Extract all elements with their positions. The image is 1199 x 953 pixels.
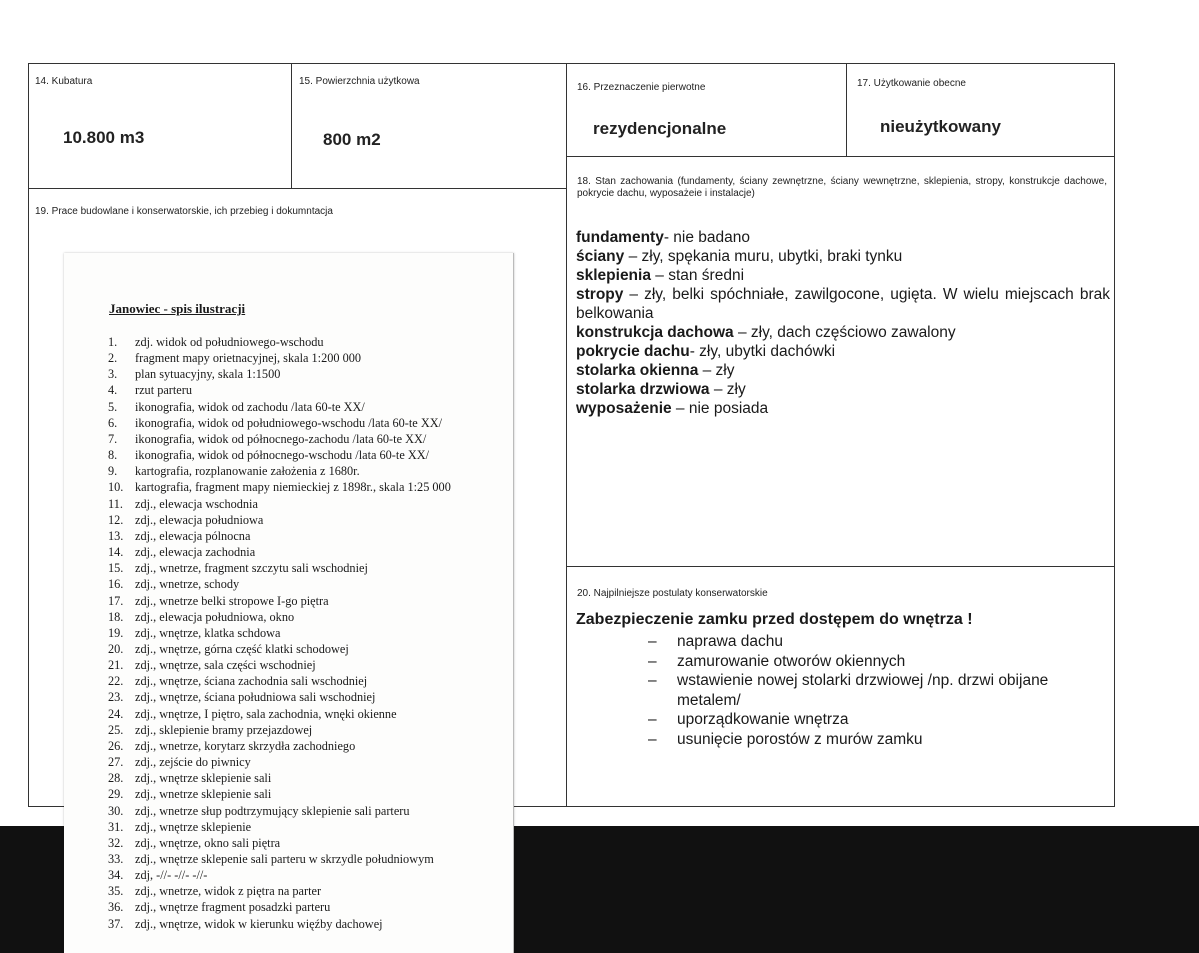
stan-text: – nie posiada bbox=[671, 400, 769, 417]
list-item-number: 37. bbox=[108, 916, 124, 931]
stan-term: stolarka drzwiowa bbox=[576, 381, 710, 398]
list-item-text: zdj., elewacja południowa bbox=[135, 512, 264, 527]
list-item-text: zdj., wnetrze belki stropowe I-go piętra bbox=[135, 593, 329, 608]
list-item-text: zdj., wnętrze, górna część klatki schodowej bbox=[135, 641, 349, 656]
list-item-text: ikonografia, widok od zachodu /lata 60-te XX/ bbox=[135, 399, 365, 414]
list-item-number: 4. bbox=[108, 383, 118, 398]
list-item-text: usunięcie porostów z murów zamku bbox=[677, 730, 923, 748]
stan-item bbox=[576, 361, 1110, 380]
list-item-number: 1. bbox=[108, 335, 118, 349]
list-item-text: rzut parteru bbox=[135, 383, 193, 398]
list-item-number: 32. bbox=[108, 835, 124, 850]
stan-text: – zły, dach częściowo zawalony bbox=[733, 324, 956, 341]
list-item-number: 36. bbox=[108, 900, 124, 915]
stan-text: - nie badano bbox=[663, 229, 751, 246]
stan-item bbox=[576, 323, 1110, 342]
list-item-number: 31. bbox=[108, 819, 124, 834]
list-item-number: 30. bbox=[108, 803, 124, 818]
list-item bbox=[108, 835, 508, 851]
list-item-number: 20. bbox=[108, 641, 124, 656]
list-item-text: uporządkowanie wnętrza bbox=[677, 711, 849, 728]
list-item bbox=[108, 738, 508, 754]
list-item bbox=[108, 689, 508, 705]
list-item-text: zdj, -//- -//- -//- bbox=[135, 868, 208, 883]
list-item-number: 18. bbox=[108, 609, 124, 624]
list-item bbox=[108, 431, 508, 447]
list-item-text: zdj., wnetrze, schody bbox=[135, 577, 240, 592]
list-item-number: 13. bbox=[108, 528, 124, 543]
stan-term: wyposażenie bbox=[576, 400, 672, 417]
stan-term: fundamenty bbox=[576, 229, 664, 246]
list-item-text: plan sytuacyjny, skala 1:1500 bbox=[135, 367, 281, 382]
list-item-number: 6. bbox=[108, 415, 118, 430]
list-item-text: zdj., wnętrze fragment posadzki parteru bbox=[135, 900, 331, 915]
przeznaczenie-value: rezydencjonalne bbox=[593, 119, 727, 138]
stan-term: pokrycie dachu bbox=[576, 343, 690, 360]
list-item-text: naprawa dachu bbox=[677, 633, 783, 650]
list-item-text: ikonografia, widok od południowego-wschodu /lata 60-te XX/ bbox=[135, 415, 443, 430]
list-item-number: 34. bbox=[108, 868, 124, 883]
list-item-number: 12. bbox=[108, 512, 124, 527]
list-item-text: ikonografia, widok od północnego-wschodu /lata 60-te XX/ bbox=[135, 448, 430, 463]
list-item-text: fragment mapy orietnacyjnej, skala 1:200 000 bbox=[135, 351, 362, 366]
stan-item bbox=[576, 380, 1110, 399]
list-item bbox=[108, 609, 508, 625]
list-item-number: 26. bbox=[108, 738, 124, 753]
list-item: – wstawienie nowej stolarki drzwiowej /np. drzwi obijane metalem/ bbox=[648, 672, 1049, 709]
list-item-text: zdj., wnętrze, ściana południowa sali wschodniej bbox=[135, 690, 376, 705]
list-item bbox=[108, 786, 508, 802]
list-item bbox=[108, 641, 508, 657]
list-item bbox=[108, 899, 508, 915]
list-item-text: zdj., sklepienie bramy przejazdowej bbox=[135, 722, 313, 737]
list-item bbox=[108, 722, 508, 738]
list-item-text: zamurowanie otworów okiennych bbox=[677, 652, 906, 670]
stan-item bbox=[576, 342, 1110, 361]
list-item bbox=[108, 528, 508, 544]
kubatura-box bbox=[28, 63, 292, 189]
list-item-text: wstawienie nowej stolarki drzwiowej /np. drzwi obijane metalem/ bbox=[677, 672, 1049, 709]
stan-text: – zły bbox=[698, 362, 735, 379]
uzytkowanie-box bbox=[846, 63, 1115, 157]
stan-item bbox=[576, 228, 1110, 247]
stan-item bbox=[576, 247, 1110, 266]
postulaty-label: 20. Najpilniejsze postulaty konserwatorskie bbox=[577, 588, 768, 599]
list-item-number: 15. bbox=[108, 561, 124, 576]
stan-text: – zły bbox=[709, 381, 746, 398]
list-item bbox=[108, 544, 508, 560]
list-item: – uporządkowanie wnętrza bbox=[648, 711, 849, 728]
stan-text: – zły, spękania muru, ubytki, braki tynku bbox=[624, 248, 903, 265]
list-item-number: 25. bbox=[108, 722, 124, 737]
kubatura-label: 14. Kubatura bbox=[35, 76, 93, 87]
list-item-number: 23. bbox=[108, 690, 124, 705]
list-item-number: 29. bbox=[108, 787, 124, 802]
list-item-text: zdj., wnętrze, okno sali piętra bbox=[135, 835, 281, 850]
list-item bbox=[108, 350, 508, 366]
list-item-number: 5. bbox=[108, 399, 118, 414]
list-item-text: zdj., wnętrze, ściana zachodnia sali wschodniej bbox=[135, 674, 368, 689]
list-item bbox=[108, 625, 508, 641]
stan-item bbox=[576, 266, 1110, 285]
stan-label: 18. Stan zachowania (fundamenty, ściany zewnętrzne, ściany wewnętrzne, sklepienia, stropy, konstrukcje dachowe, pokrycie dachu, wyposażeie i instalacje) bbox=[577, 176, 1107, 199]
list-item-text: zdj., wnętrze sklepienie bbox=[135, 819, 252, 834]
list-item bbox=[108, 819, 508, 835]
stan-term: ściany bbox=[576, 248, 625, 265]
list-item bbox=[108, 560, 508, 576]
list-item: – zamurowanie otworów okiennych bbox=[648, 652, 906, 670]
list-item-number: 19. bbox=[108, 625, 124, 640]
list-item bbox=[108, 512, 508, 528]
prace-label: 19. Prace budowlane i konserwatorskie, ich przebieg i dokumntacja bbox=[35, 206, 333, 217]
powierzchnia-box bbox=[291, 63, 567, 189]
list-item-text: zdj., elewacja zachodnia bbox=[135, 545, 256, 560]
list-item bbox=[108, 463, 508, 479]
list-item bbox=[108, 803, 508, 819]
list-item bbox=[108, 399, 508, 415]
list-item-number: 2. bbox=[108, 351, 118, 366]
list-item bbox=[108, 770, 508, 786]
list-item: – naprawa dachu bbox=[648, 633, 783, 650]
illustrations-list bbox=[108, 334, 508, 932]
list-item-number: 8. bbox=[108, 448, 118, 463]
list-item bbox=[108, 366, 508, 382]
sheet-title: Janowiec - spis ilustracji bbox=[109, 301, 246, 316]
list-item-text: zdj., wnetrze, widok z piętra na parter bbox=[135, 884, 322, 899]
stan-term: stropy bbox=[576, 286, 624, 303]
list-item-text: zdj., wnętrze sklepienie sali bbox=[135, 771, 272, 786]
list-item bbox=[108, 382, 508, 398]
list-item-number: 17. bbox=[108, 593, 124, 608]
stan-term: konstrukcja dachowa bbox=[576, 324, 734, 341]
list-item bbox=[108, 496, 508, 512]
list-item bbox=[108, 657, 508, 673]
list-item bbox=[108, 576, 508, 592]
stan-item bbox=[576, 399, 1110, 418]
list-item-number: 22. bbox=[108, 674, 124, 689]
list-item-text: zdj., wnetrze, fragment szczytu sali wschodniej bbox=[135, 561, 368, 576]
list-item-number: 28. bbox=[108, 771, 124, 786]
uzytkowanie-value: nieużytkowany bbox=[880, 117, 1001, 136]
uzytkowanie-label: 17. Użytkowanie obecne bbox=[857, 78, 966, 89]
list-item-number: 7. bbox=[108, 431, 118, 446]
stan-text: – zły, belki spóchniałe, zawilgocone, ugięta. W wielu miejscach brak belkowania bbox=[576, 286, 1110, 322]
list-item-text: zdj. widok od południowego-wschodu bbox=[135, 335, 324, 349]
illustrations-sheet bbox=[64, 253, 514, 953]
list-item bbox=[108, 334, 508, 350]
przeznaczenie-label: 16. Przeznaczenie pierwotne bbox=[577, 82, 706, 93]
list-item bbox=[108, 883, 508, 899]
list-item bbox=[108, 479, 508, 495]
list-item-text: kartografia, fragment mapy niemieckiej z 1898r., skala 1:25 000 bbox=[135, 480, 451, 495]
powierzchnia-value: 800 m2 bbox=[323, 130, 381, 149]
list-item bbox=[108, 706, 508, 722]
list-item: – usunięcie porostów z murów zamku bbox=[648, 730, 923, 748]
przeznaczenie-box bbox=[566, 63, 847, 157]
list-item bbox=[108, 415, 508, 431]
list-item-text: zdj., wnetrze słup podtrzymujący sklepienie sali parteru bbox=[135, 803, 410, 818]
list-item-number: 10. bbox=[108, 480, 124, 495]
list-item-text: zdj., wnetrze sklepienie sali bbox=[135, 787, 272, 802]
list-item bbox=[108, 673, 508, 689]
stan-term: stolarka okienna bbox=[576, 362, 699, 379]
list-item bbox=[108, 867, 508, 883]
list-item-text: zdj., elewacja południowa, okno bbox=[135, 609, 295, 624]
list-item-text: zdj., wnętrze, sala części wschodniej bbox=[135, 658, 316, 673]
list-item-text: zdj., wnętrze sklepenie sali parteru w skrzydle południowym bbox=[135, 852, 434, 866]
list-item bbox=[108, 851, 508, 867]
stan-text: - zły, ubytki dachówki bbox=[689, 343, 836, 360]
list-item-number: 3. bbox=[108, 367, 118, 382]
postulaty-list bbox=[648, 632, 1110, 749]
stan-term: sklepienia bbox=[576, 267, 651, 284]
stan-list bbox=[576, 228, 1110, 418]
stan-item bbox=[576, 285, 1110, 323]
list-item-number: 33. bbox=[108, 852, 124, 866]
list-item bbox=[108, 754, 508, 770]
list-item-number: 35. bbox=[108, 884, 124, 899]
list-item-number: 16. bbox=[108, 577, 124, 592]
list-item-number: 27. bbox=[108, 755, 124, 770]
postulaty-heading: Zabezpieczenie zamku przed dostępem do wnętrza ! bbox=[576, 611, 973, 628]
list-item-text: zdj., elewacja pólnocna bbox=[135, 528, 251, 543]
kubatura-value: 10.800 m3 bbox=[63, 128, 145, 147]
list-item-text: kartografia, rozplanowanie założenia z 1680r. bbox=[135, 464, 360, 479]
list-item-number: 9. bbox=[108, 464, 118, 479]
list-item-text: zdj., wnętrze, widok w kierunku więźby dachowej bbox=[135, 916, 383, 931]
list-item-text: ikonografia, widok od północnego-zachodu /lata 60-te XX/ bbox=[135, 431, 427, 446]
list-item-number: 11. bbox=[108, 496, 123, 511]
list-item bbox=[108, 593, 508, 609]
list-item bbox=[108, 916, 508, 932]
list-item-text: zdj., zejście do piwnicy bbox=[135, 755, 251, 770]
list-item-text: zdj., elewacja wschodnia bbox=[135, 496, 258, 511]
list-item-text: zdj., wnętrze, I piętro, sala zachodnia, wnęki okienne bbox=[135, 706, 397, 721]
powierzchnia-label: 15. Powierzchnia użytkowa bbox=[299, 76, 420, 87]
list-item-number: 14. bbox=[108, 545, 124, 560]
stan-text: – stan średni bbox=[650, 267, 745, 284]
list-item-text: zdj., wnetrze, korytarz skrzydła zachodniego bbox=[135, 738, 356, 753]
list-item bbox=[108, 447, 508, 463]
list-item-text: zdj., wnętrze, klatka schdowa bbox=[135, 625, 281, 640]
list-item-number: 21. bbox=[108, 658, 124, 673]
list-item-number: 24. bbox=[108, 706, 124, 721]
